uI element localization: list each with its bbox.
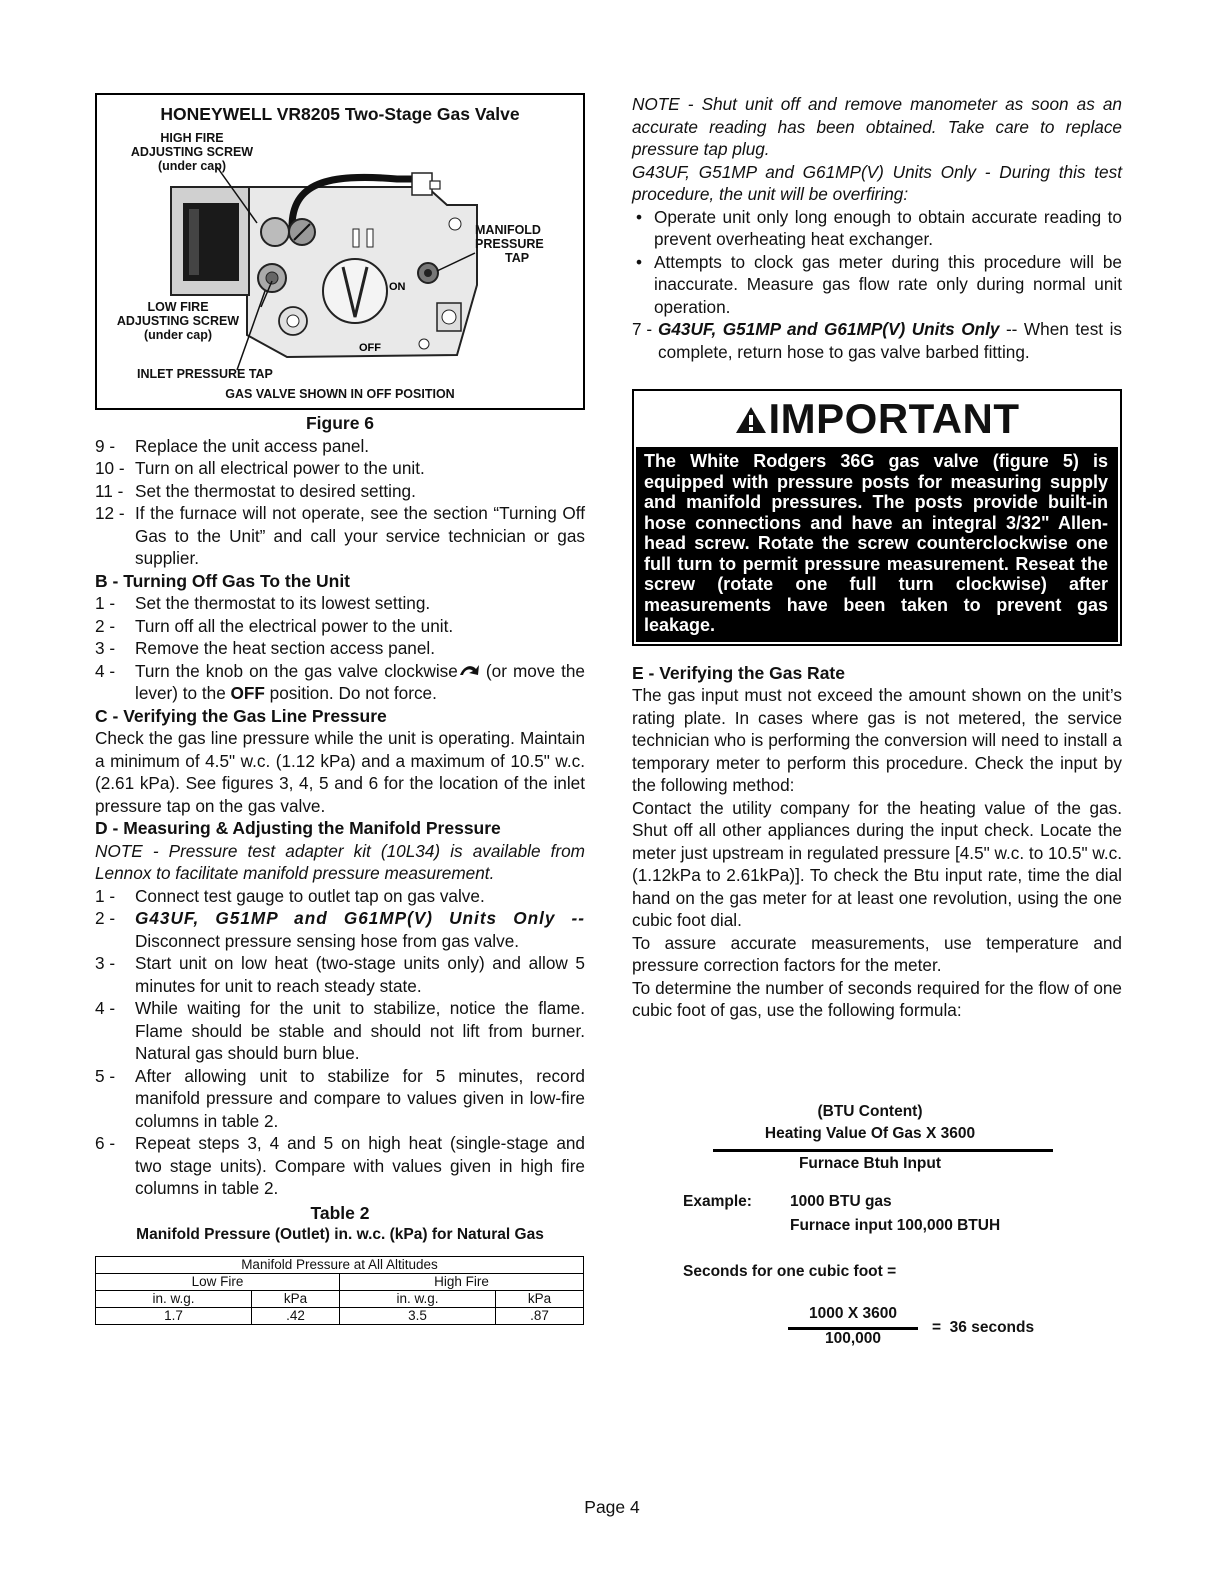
step-item: 2 - Turn off all the electrical power to the unit.: [95, 615, 454, 636]
paragraph: The gas input must not exceed the amount shown on the unit’s rating plate. In cases where gas is not metered, the service technician who is performing the conversion will need to install a temporary meter to perform this procedure. Check the input by the following method:: [632, 685, 1122, 795]
right-column: [632, 93, 1122, 1022]
figure-6: [95, 93, 585, 410]
step-item: 4 - While waiting for the unit to stabilize, notice the flame. Flame should be stable and should not lift from burner. Natural gas should burn blue.: [95, 998, 585, 1063]
section-d-note: NOTE - Pressure test adapter kit (10L34) is available from Lennox to facilitate manifold pressure measurement.: [95, 840, 585, 883]
step-item: 7 - G43UF, G51MP and G61MP(V) Units Only -- When test is complete, return hose to gas valve barbed fitting.: [632, 319, 1122, 362]
position-note: GAS VALVE SHOWN IN OFF POSITION: [225, 387, 455, 401]
clockwise-arrow-icon: [458, 663, 480, 677]
step-item: 6 - Repeat steps 3, 4 and 5 on high heat (single-stage and two stage units). Compare with values given in high fire columns in table 2.: [95, 1133, 585, 1198]
manifold-pressure-table: [95, 1256, 584, 1325]
step-item: 10 - Turn on all electrical power to the unit.: [95, 458, 425, 478]
fraction-bar: [713, 1149, 1053, 1152]
list-item: • Operate unit only long enough to obtain accurate reading to prevent overheating heat exchanger.: [636, 206, 1122, 249]
left-column: [95, 93, 585, 1325]
step-item: 11 - Set the thermostat to desired setting.: [95, 480, 416, 501]
step-item: 1 - Set the thermostat to its lowest setting.: [95, 593, 431, 613]
section-d-heading: D - Measuring & Adjusting the Manifold Pressure: [95, 818, 501, 838]
figure-caption: Figure 6: [305, 413, 375, 433]
high-fire-label: HIGH FIRE ADJUSTING SCREW (under cap): [130, 131, 254, 173]
step-item: 3 - Remove the heat section access panel.: [95, 638, 436, 658]
steps-9-12: [95, 435, 585, 570]
knob-off-label: OFF: [359, 342, 381, 354]
manometer-note: NOTE - Shut unit off and remove manometer as soon as an accurate reading has been obtained. Take care to replace pressure tap plug.: [632, 94, 1122, 159]
step-item: 9 - Replace the unit access panel.: [95, 435, 370, 456]
manifold-tap-label: MANIFOLD PRESSURE TAP: [475, 223, 544, 265]
step-item: 12 - If the furnace will not operate, see the section “Turning Off Gas to the Unit” and call your service technician or gas supplier.: [95, 503, 585, 568]
table-header-high-fire: High Fire: [339, 1273, 583, 1290]
important-box: [632, 389, 1122, 646]
table-header-low-fire: Low Fire: [96, 1273, 340, 1290]
warning-triangle-icon: [734, 405, 768, 435]
overfiring-note: G43UF, G51MP and G61MP(V) Units Only - During this test procedure, the unit will be overfiring:: [632, 161, 1122, 204]
figure-title: HONEYWELL VR8205 Two-Stage Gas Valve: [160, 104, 520, 124]
list-item: • Attempts to clock gas meter during this procedure will be inaccurate. Measure gas flow rate only during normal unit operation.: [636, 251, 1122, 317]
page-number: Page 4: [584, 1497, 640, 1517]
step-item: 3 - Start unit on low heat (two-stage units only) and allow 5 minutes for unit to reach steady state.: [95, 953, 585, 996]
section-b-heading: B - Turning Off Gas To the Unit: [95, 570, 351, 591]
table-row: in. w.g. kPa in. w.g. kPa: [96, 1290, 584, 1307]
table-group-header: Manifold Pressure at All Altitudes: [96, 1256, 584, 1273]
step-item: 2 - G43UF, G51MP and G61MP(V) Units Only -- Disconnect pressure sensing hose from gas valve.: [95, 908, 585, 951]
inlet-tap-label: INLET PRESSURE TAP: [137, 367, 273, 381]
table-row: 1.7 .42 3.5 .87: [96, 1307, 584, 1324]
low-fire-label: LOW FIRE ADJUSTING SCREW (under cap): [116, 300, 240, 342]
section-c-body: Check the gas line pressure while the unit is operating. Maintain a minimum of 4.5" w.c. (1.12 kPa) and a maximum of 10.5" w.c. (2.61 kPa). See figures 3, 4, 5 and 6 for the location of the inlet pressure tap on the gas valve.: [95, 728, 585, 816]
knob-on-label: ON: [389, 281, 406, 293]
paragraph: Contact the utility company for the heating value of the gas. Shut off all other appliances during the input check. Locate the meter just upstream in regulated pressure [4.5" w.c. to 10.5" w.c. (1.12kPa to 2.61kPa)]. To check the Btu input rate, time the dial hand on the gas meter for at least one revolution, using the one cubic foot dial.: [632, 797, 1122, 930]
paragraph: To assure accurate measurements, use temperature and pressure correction factors for the meter.: [632, 932, 1122, 975]
section-c-heading: C - Verifying the Gas Line Pressure: [95, 705, 387, 726]
step-item: 1 - Connect test gauge to outlet tap on gas valve.: [95, 885, 485, 906]
important-body: The White Rodgers 36G gas valve (figure 5) is equipped with pressure posts for measuring supply and manifold pressures. The posts provide built-in hose connections and have an integral 3/32" Allen-head screw. Rotate the screw counterclockwise one full turn to permit pressure measurement. Reseat the screw (rotate one full turn clockwise) after measurements have been taken to prevent gas leakage.: [636, 447, 1118, 642]
table-title: Manifold Pressure (Outlet) in. w.c. (kPa) for Natural Gas: [136, 1226, 544, 1243]
section-e-heading: E - Verifying the Gas Rate: [632, 662, 845, 683]
important-title: IMPORTANT: [634, 391, 1120, 447]
paragraph: To determine the number of seconds required for the flow of one cubic foot of gas, use the following formula:: [632, 977, 1122, 1020]
step-item: 5 - After allowing unit to stabilize for 5 minutes, record manifold pressure and compare to values given in low-fire columns in table 2.: [95, 1065, 585, 1131]
step-item: 4 - Turn the knob on the gas valve clockwise (or move the lever) to the OFF position. Do not force.: [95, 660, 585, 703]
table-caption: Table 2: [310, 1202, 370, 1223]
